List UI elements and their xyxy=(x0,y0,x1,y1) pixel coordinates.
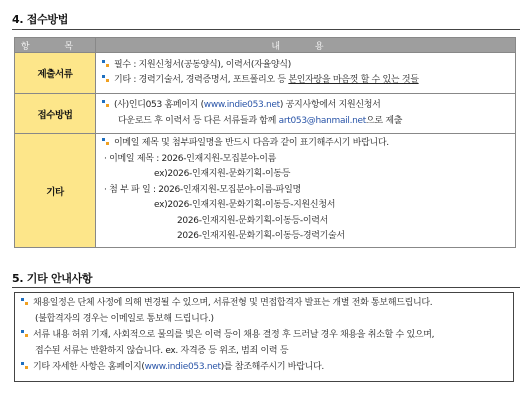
method-text-1b: ) 공지사항에서 지원신청서 xyxy=(279,100,381,110)
notice-3-suffix: )를 참조해주시기 바랍니다. xyxy=(220,362,324,372)
list-item xyxy=(102,73,509,89)
submission-table xyxy=(14,37,516,248)
homepage-link[interactable]: www.indie053.net xyxy=(203,100,280,110)
list-item xyxy=(102,136,509,152)
list-item: ex)2026-인재지원-문화기획-이동등-지원신청서 xyxy=(154,200,336,211)
list-item: ex)2026-인재지원-문화기획-이동등 xyxy=(154,169,291,180)
list-item xyxy=(21,359,507,375)
list-item xyxy=(21,295,507,311)
row-content-documents xyxy=(96,53,516,94)
section-5-rule xyxy=(12,287,520,288)
row-category-documents: 제출서류 xyxy=(15,53,96,94)
list-item xyxy=(21,327,507,343)
bullet-icon xyxy=(102,59,111,68)
method-text-2: 다운로드 후 이력서 등 다른 서류들과 함께 xyxy=(118,115,279,126)
list-item xyxy=(102,58,509,74)
list-item xyxy=(102,114,509,130)
bullet-icon xyxy=(102,74,111,83)
method-text-2b: 으로 제출 xyxy=(366,115,403,126)
table-header-item: 항 목 xyxy=(15,38,96,53)
notice-2-line-1: 서류 내용 허위 기재, 사회적으로 물의를 빚은 이력 등이 채용 결정 후 드러날 경우 채용을 취소할 수 있으며, xyxy=(33,330,435,340)
method-text-1: (사)인디053 홈페이지 ( xyxy=(114,100,204,110)
list-item: 접수된 서류는 반환하지 않습니다. ex. 자격증 등 위조, 범죄 이력 등 xyxy=(35,346,289,356)
required-docs-text: 필수 : 지원신청서(공동양식), 이력서(자율양식) xyxy=(114,59,291,70)
table-header-content: 내 용 xyxy=(96,38,516,53)
list-item: · 이메일 제목 : 2026-인재지원-모집분야-이름 xyxy=(104,153,276,164)
bullet-icon xyxy=(21,361,30,370)
list-item: 2026-인재지원-문화기획-이동등-경력기술서 xyxy=(177,231,345,242)
other-docs-text: 기타 : 경력기술서, 경력증명서, 포트폴리오 등 xyxy=(114,75,289,85)
section-4-title: 4. 접수방법 xyxy=(12,13,69,26)
notice-box xyxy=(14,292,514,382)
email-link[interactable]: art053@hanmail.net xyxy=(278,115,367,126)
row-content-method xyxy=(96,94,516,134)
bullet-icon xyxy=(102,99,111,108)
bullet-icon xyxy=(21,297,30,306)
section-5-title: 5. 기타 안내사항 xyxy=(12,272,93,285)
list-item: 2026-인재지원-문화기획-이동등-이력서 xyxy=(177,215,329,226)
list-item: · 첨 부 파 일 : 2026-인재지원-모집분야-이름-파일명 xyxy=(104,184,301,195)
bullet-icon xyxy=(21,329,30,338)
section-4-rule xyxy=(12,29,520,30)
row-category-method: 접수방법 xyxy=(15,94,96,134)
row-category-etc: 기타 xyxy=(15,134,96,248)
list-item: (불합격자의 경우는 이메일로 통보해 드립니다.) xyxy=(35,314,214,324)
notice-3-text: 기타 자세한 사항은 홈페이지( xyxy=(33,362,145,372)
homepage-link-2[interactable]: www.indie053.net xyxy=(144,362,221,372)
bullet-icon xyxy=(102,137,111,146)
notice-1-line-1: 채용일정은 단체 사정에 의해 변경될 수 있으며, 서류전형 및 면접합격자 발표는 개별 전화 통보해드립니다. xyxy=(33,298,433,308)
row-content-etc xyxy=(96,134,516,248)
other-docs-underlined: 본인자랑을 마음껏 할 수 있는 것들 xyxy=(288,75,419,85)
list-item xyxy=(102,98,509,114)
email-instruction: 이메일 제목 및 첨부파일명을 반드시 다음과 같이 표기해주시기 바랍니다. xyxy=(114,138,389,149)
